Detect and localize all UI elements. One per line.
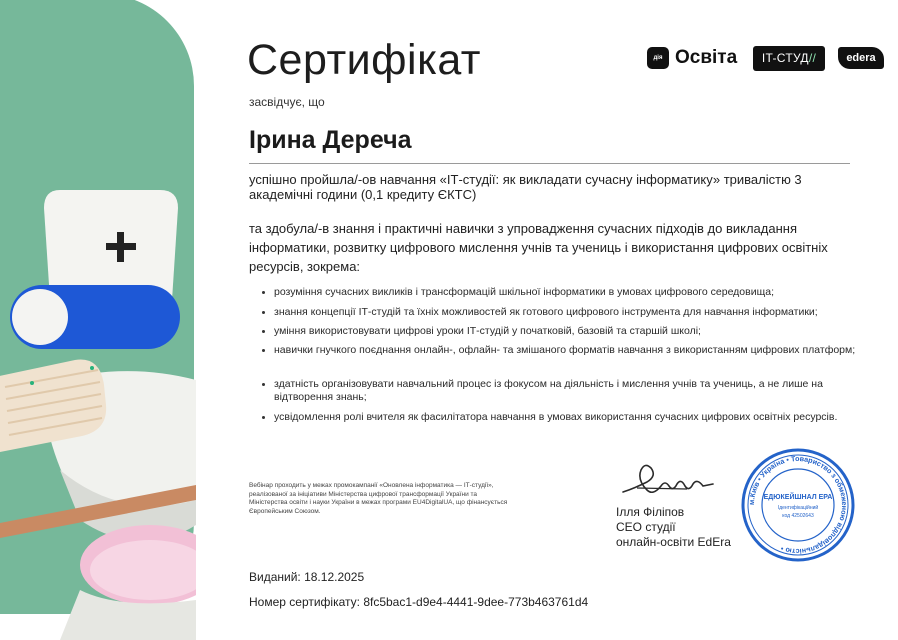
skill-item: знання концепції ІТ-студій та їхніх можливостей як готового цифрового інструмента для навчання інформатики; (262, 306, 818, 319)
pill-dot (30, 381, 34, 385)
certificate-title: Сертифікат (247, 36, 482, 84)
handwritten-signature (617, 458, 717, 502)
skill-item: уміння використовувати цифрові уроки ІТ-студій у початковій, базовій та старшій школі; (262, 325, 701, 338)
signer-block (616, 505, 731, 550)
toggle-knob (12, 289, 68, 345)
skill-item: навички гнучкого поєднання онлайн-, офлайн- та змішаного форматів навчання з використанням цифрових платформ; (262, 344, 855, 357)
signer-role-line2: онлайн-освіти EdEra (616, 535, 731, 549)
it-studii-logo-text: IT-СТУД (761, 51, 809, 65)
recipient-name: Ірина Дереча (249, 126, 412, 154)
plus-bar-v (117, 232, 124, 262)
skill-item: здатність організовувати навчальний процес із фокусом на діяльність і мислення учнів та учениць, а не лише на відтворення знань; (262, 378, 856, 404)
pill-dot (90, 366, 94, 370)
stamp-company: ЕДЮКЕЙШНАЛ ЕРА (763, 494, 833, 501)
signer-role-line1: CEO студії (616, 520, 676, 534)
signer-name: Ілля Філіпов (616, 505, 685, 519)
skill-item: усвідомлення ролі вчителя як фасилітатора навчання в умовах використання сучасних цифрових освітніх ресурсів. (262, 411, 837, 424)
skills-intro-text: та здобула/-в знання і практичні навички з упровадження сучасних підходів до викладання інформатики, розвитку цифрового мислення учнів та учениць і використання цифрових освітніх ресурсів, зокрема: (249, 221, 828, 274)
diia-logo: дія (647, 47, 669, 69)
stamp-id-label: Ідентифікаційний (777, 505, 819, 511)
official-stamp (740, 448, 856, 562)
certificate-number: Номер сертифікату: 8fc5bac1-d9e4-4441-9dee-773b463761d4 (249, 595, 589, 609)
it-studii-logo-slashes: // (808, 51, 817, 65)
partner-logos (647, 46, 887, 72)
stamp-ring-text: м.Київ • Україна • Товариство з обмеженою відповідальністю • (746, 453, 850, 557)
edera-logo: edera (838, 47, 884, 69)
stamp-code: код 42502643 (782, 513, 814, 519)
completion-text: успішно пройшла/-ов навчання «ІТ-студії: як викладати сучасну інформатику» тривалістю 3 академічні години (0,1 кредиту ЄКТС) (249, 172, 802, 202)
osvita-logo-text: Освіта (675, 47, 738, 68)
webinar-footnote: Вебінар проходить у межах промокампанії «Оновлена інформатика — ІТ-студії», реалізованої за ініціативи Міністерства цифрової трансформації України та Міністерства освіти і науки України в межах програми EU4DigitalUA, що фінансується Європейським Союзом. (249, 482, 508, 515)
certifies-that-text: засвідчує, що (249, 95, 325, 109)
skill-item: розуміння сучасних викликів і трансформацій шкільної інформатики в умовах цифрового середовища; (262, 286, 774, 299)
decorative-illustration (0, 0, 196, 640)
it-studii-logo (753, 46, 825, 71)
objects-illustration (0, 0, 196, 640)
issue-date: Виданий: 18.12.2025 (249, 570, 365, 584)
name-underline (249, 163, 850, 164)
